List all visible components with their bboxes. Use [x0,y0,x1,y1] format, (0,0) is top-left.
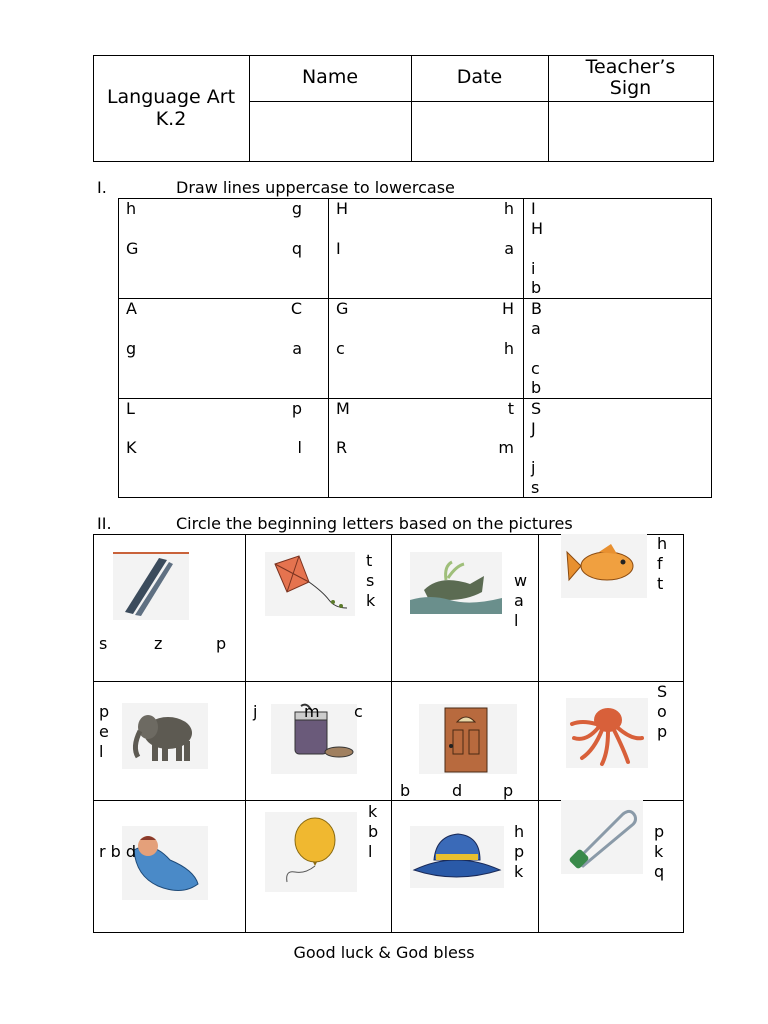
letter: a [531,319,541,338]
section1-title: Draw lines uppercase to lowercase [176,178,455,197]
answer-letters: h f t [657,534,668,593]
name-column-header: Name [301,66,359,88]
letter: I [531,199,536,218]
letter: c [336,339,345,358]
letter: H [336,199,349,218]
letter: s [531,478,540,497]
answer-letter[interactable]: j [253,702,258,721]
hat-icon [410,826,504,888]
fish-icon [561,534,647,598]
subject-label: Language Art [106,86,236,108]
footer-message: Good luck & God bless [293,943,475,962]
section2-title: Circle the beginning letters based on the pictures [176,514,573,533]
section2-number: II. [97,514,112,533]
letter: M [336,399,350,418]
letter: m [498,438,514,457]
answer-letters: S o p [657,682,668,741]
letter: C [290,299,302,318]
answer-letter[interactable]: z [154,634,163,653]
answer-letter[interactable]: d [452,781,463,800]
letter: h [503,339,514,358]
answer-letters: t s k [366,551,376,610]
letter: b [531,278,542,297]
answer-letter[interactable]: m [304,702,320,721]
letter: R [336,438,348,457]
letter: l [297,438,302,457]
date-field[interactable] [412,102,548,161]
letter: A [126,299,137,318]
letter: K [126,438,137,457]
letter: b [531,378,542,397]
section1-number: I. [97,178,107,197]
letter: c [531,359,540,378]
door-icon [419,704,517,774]
answer-letters: w a l [514,571,528,630]
letter: g [126,339,137,358]
letter: I [336,239,341,258]
letter: B [531,299,542,318]
letter: H [501,299,514,318]
safety-pin-icon [561,800,643,874]
letter: S [531,399,542,418]
balloon-icon [265,812,357,892]
answer-letter[interactable]: b [400,781,411,800]
teacher-sign-field[interactable] [549,102,713,161]
answer-letter[interactable]: p [503,781,514,800]
elephant-icon [122,703,208,769]
letter: a [504,239,514,258]
letter: h [126,199,137,218]
letter: a [292,339,302,358]
letter: G [126,239,139,258]
octopus-icon [566,698,648,768]
answer-letter[interactable]: p [216,634,227,653]
teacher-sign-header-line1: Teacher’s [585,56,676,78]
grade-label: K.2 [155,108,187,130]
answer-letters: h p k [514,822,525,881]
answer-letter[interactable]: c [354,702,363,721]
letter: j [531,458,536,477]
letter: G [336,299,349,318]
letter: t [507,399,514,418]
date-column-header: Date [456,66,503,88]
answer-letters: p e l [99,702,110,761]
letter: q [291,239,302,258]
answer-letters: r b d [99,842,137,861]
kite-icon [265,552,355,616]
letter: L [126,399,135,418]
letter: h [503,199,514,218]
letter: i [531,259,536,278]
letter: J [531,419,536,438]
letter: p [291,399,302,418]
answer-letters: k b l [368,802,379,861]
letter: H [531,219,544,238]
name-field[interactable] [250,102,411,161]
teacher-sign-header-line2: Sign [609,77,652,99]
stick-icon [113,552,189,620]
answer-letter[interactable]: s [99,634,108,653]
letter: g [291,199,302,218]
answer-letters: p k q [654,822,665,881]
whale-icon [410,552,502,614]
baby-icon [122,826,208,900]
